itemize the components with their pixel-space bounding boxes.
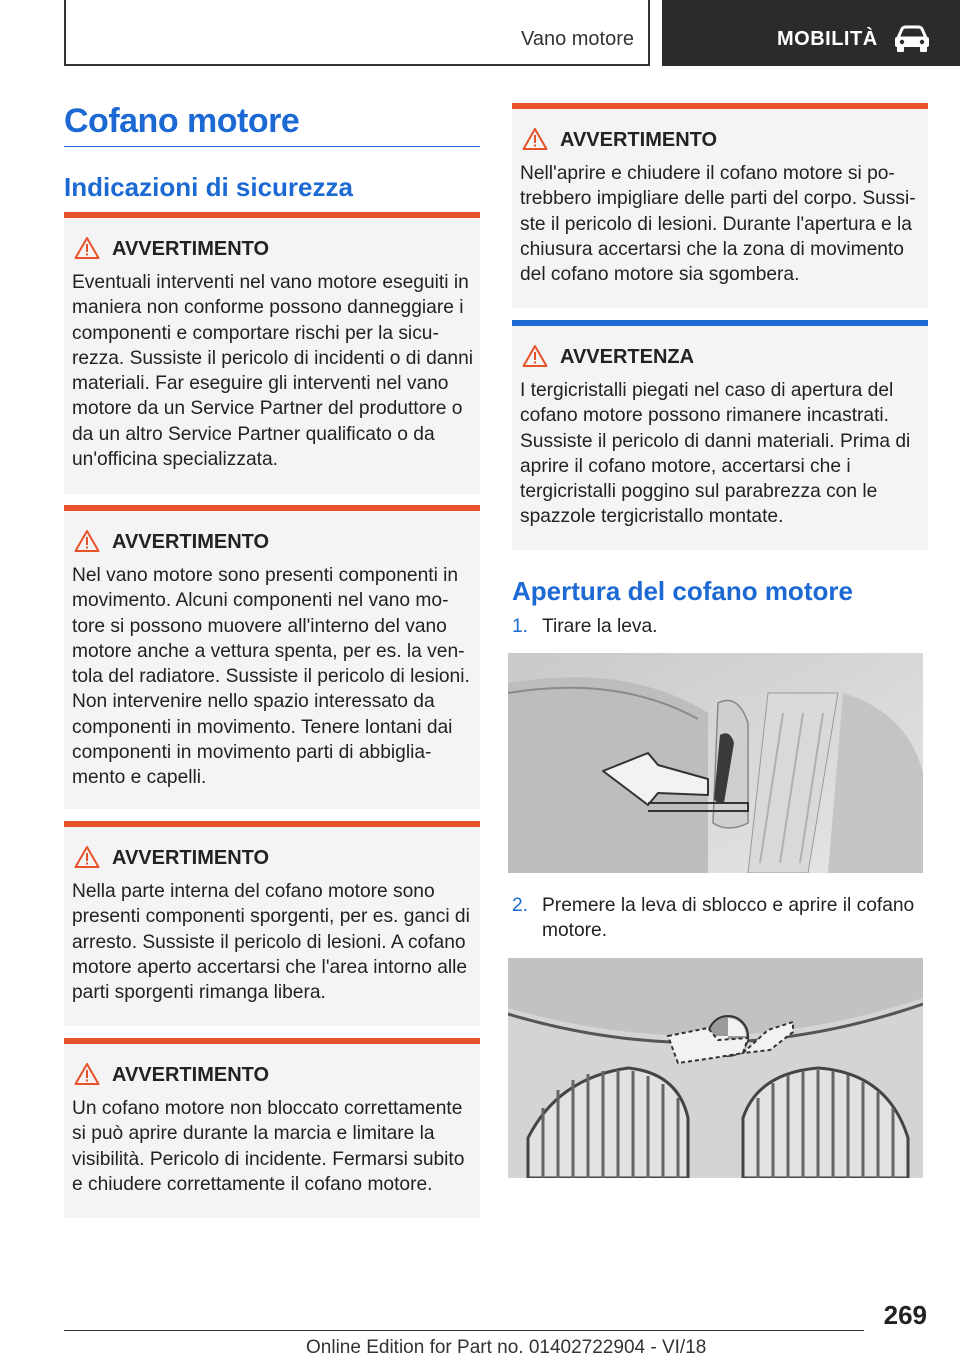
notice-title: AVVERTENZA xyxy=(560,346,695,368)
hood-release-illustration xyxy=(508,958,923,1178)
warning-triangle-icon xyxy=(74,1062,100,1086)
step-number: 1. xyxy=(512,616,529,637)
header-section-tab xyxy=(64,0,650,66)
title-rule xyxy=(64,146,480,147)
notice-box xyxy=(512,320,928,550)
warning-box xyxy=(64,1038,480,1218)
page-title: Cofano motore xyxy=(64,102,300,140)
warning-triangle-icon xyxy=(74,845,100,869)
warning-triangle-icon xyxy=(522,127,548,151)
warning-text: Eventuali interventi nel vano motore eseguiti in maniera non conforme possono danneggiare i componenti e comportare rischi per la sicurezza. Sussiste il pericolo di incidenti o di danni materiali. Far eseguire gli interventi nel vano motore da un Service Partner del produttore o da un altro Service Partner qualificato o da un'officina specializzata. xyxy=(72,272,474,471)
warning-text: Nel vano motore sono presenti componenti in movimento. Alcuni componenti nel vano motore si possono muovere all'interno del vano motore anche a vettura spenta, per es. la ventola del radiatore. Sussiste il pericolo di lesioni. Non intervenire nello spazio interessato da componenti in movimento. Tenere lontani dai componenti in movimento parti di abbigliamento e capelli. xyxy=(72,565,470,789)
hood-lever-illustration xyxy=(508,653,923,873)
page-number: 269 xyxy=(883,1300,927,1330)
warning-title: AVVERTIMENTO xyxy=(112,531,270,553)
footer-rule xyxy=(64,1330,864,1331)
car-icon xyxy=(892,24,932,54)
header-section-title: Vano motore xyxy=(520,28,634,50)
warning-box xyxy=(64,821,480,1026)
header-chapter-title: MOBILITÀ xyxy=(777,28,878,50)
warning-triangle-icon xyxy=(74,236,100,260)
step-number: 2. xyxy=(512,895,529,916)
warning-title: AVVERTIMENTO xyxy=(560,129,718,151)
warning-text: Nella parte interna del cofano motore sono presenti componenti sporgenti, per es. ganci di arresto. Sussiste il pericolo di lesioni. A cofano motore aperto accertarsi che l'area intorno alle parti sporgenti rimanga libera. xyxy=(72,881,470,1004)
warning-box xyxy=(64,505,480,809)
warning-text: Nell'aprire e chiudere il cofano motore si potrebbero impigliare delle parti del corpo. Sussiste il pericolo di lesioni. Durante l'apertura e la chiusura accertarsi che la zona di movimento del cofano motore sia sgombera. xyxy=(520,163,916,286)
warning-box xyxy=(64,212,480,494)
warning-triangle-icon xyxy=(522,344,548,368)
warning-title: AVVERTIMENTO xyxy=(112,1064,270,1086)
header-chapter-tab xyxy=(662,0,960,66)
warning-title: AVVERTIMENTO xyxy=(112,238,270,260)
warning-text: Un cofano motore non bloccato correttamente si può aprire durante la marcia e limitare la visibilità. Pericolo di incidente. Fermarsi subito e chiudere correttamente il cofano motore. xyxy=(72,1098,465,1195)
warning-box xyxy=(512,103,928,308)
warning-triangle-icon xyxy=(74,529,100,553)
step-text: Premere la leva di sblocco e aprire il cofano motore. xyxy=(542,895,915,942)
warning-title: AVVERTIMENTO xyxy=(112,847,270,869)
step-text: Tirare la leva. xyxy=(542,616,658,637)
notice-text: I tergicristalli piegati nel caso di apertura del cofano motore possono rimanere incastrati. Sussiste il pericolo di danni materiali. Prima di aprire il cofano motore, accertarsi che i tergicristalli poggino sul parabrezza con le spazzole tergicristallo montate. xyxy=(520,380,911,528)
footer-edition: Online Edition for Part no. 01402722904 - VI/18 xyxy=(306,1337,707,1358)
opening-section-title: Apertura del cofano motore xyxy=(512,576,853,606)
safety-subtitle: Indicazioni di sicurezza xyxy=(64,172,353,202)
